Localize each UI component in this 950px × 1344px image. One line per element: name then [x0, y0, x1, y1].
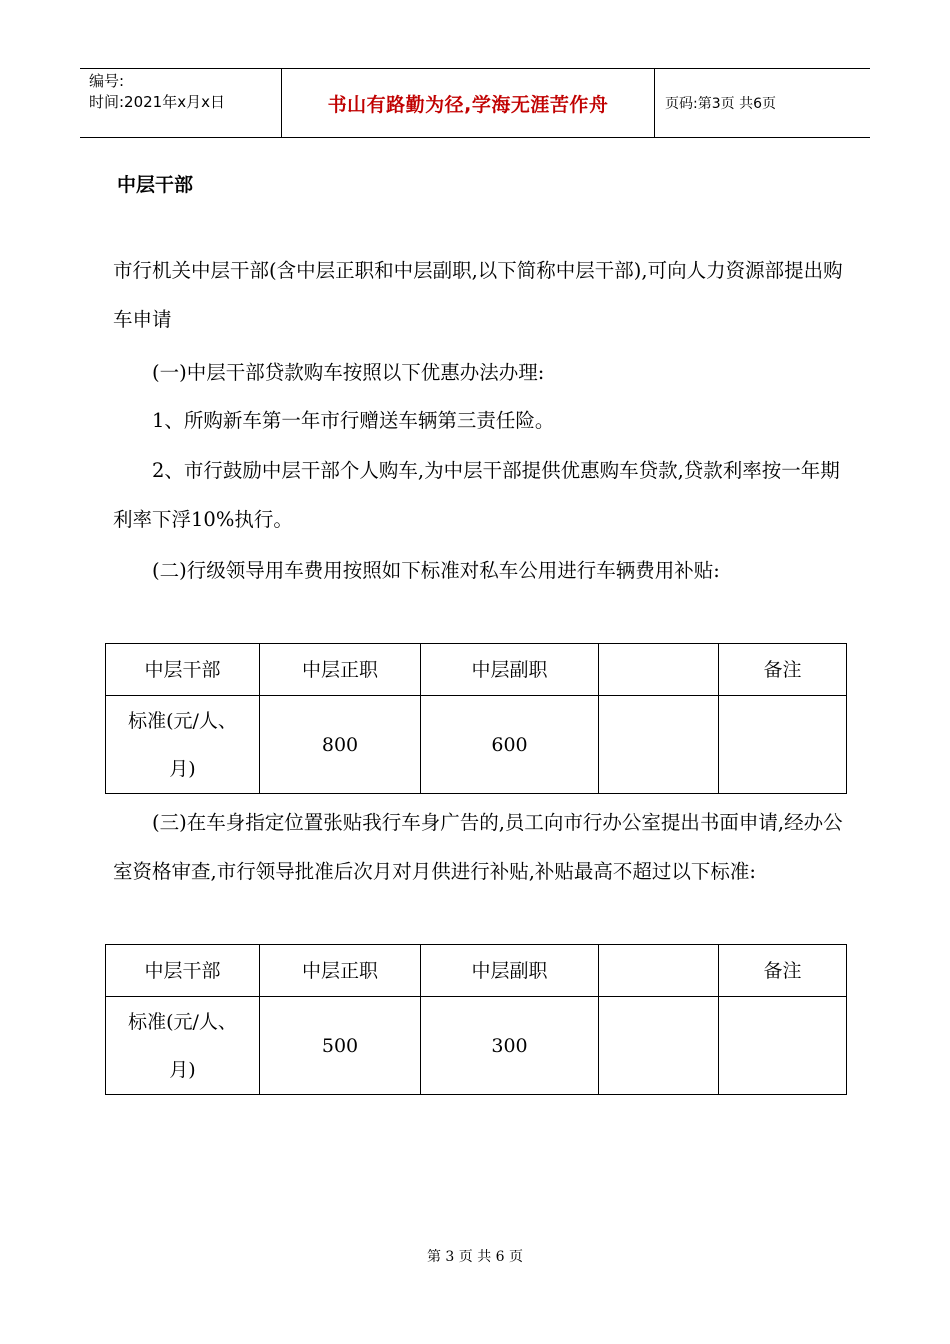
table-row [106, 997, 847, 1095]
table-header-row [106, 945, 847, 997]
table-cell: 600 [421, 696, 599, 794]
table-header-cell: 中层干部 [106, 644, 260, 696]
table-header-cell [599, 945, 719, 997]
paragraph-loan-rate: 2、市行鼓励中层干部个人购车,为中层干部提供优惠购车贷款,贷款利率按一年期利率下浮10%执行。 [113, 459, 840, 531]
table-header-cell: 中层副职 [421, 644, 599, 696]
table-header-cell: 备注 [719, 945, 847, 997]
document-date: 时间:2021年x月x日 [89, 93, 225, 111]
table-header-row [106, 644, 847, 696]
paragraph-intro: 市行机关中层干部(含中层正职和中层副职,以下简称中层干部),可向人力资源部提出购车申请 [113, 259, 843, 331]
paragraph-insurance: 1、所购新车第一年市行赠送车辆第三责任险。 [152, 409, 555, 432]
paragraph-loan-policy: (一)中层干部贷款购车按照以下优惠办法办理: [152, 361, 545, 384]
table-cell [599, 997, 719, 1095]
paragraph-subsidy: (二)行级领导用车费用按照如下标准对私车公用进行车辆费用补贴: [152, 559, 720, 582]
table-cell: 300 [421, 997, 599, 1095]
subsidy-table-1 [105, 643, 847, 794]
subsidy-table-2 [105, 944, 847, 1095]
table-cell [719, 696, 847, 794]
table-cell [599, 696, 719, 794]
page-header [80, 68, 870, 138]
table-header-cell [599, 644, 719, 696]
table-cell-standard-label: 标准(元/人、月) [106, 696, 260, 794]
table-header-cell: 中层正职 [260, 644, 421, 696]
section-title: 中层干部 [117, 174, 194, 196]
document-number-label: 编号: [89, 72, 125, 90]
header-motto: 书山有路勤为径,学海无涯苦作舟 [282, 69, 655, 137]
table-header-cell: 中层副职 [421, 945, 599, 997]
page-footer: 第 3 页 共 6 页 [426, 1249, 524, 1265]
table-row [106, 696, 847, 794]
table-cell: 500 [260, 997, 421, 1095]
table-cell [719, 997, 847, 1095]
table-header-cell: 中层干部 [106, 945, 260, 997]
table-cell: 800 [260, 696, 421, 794]
table-header-cell: 中层正职 [260, 945, 421, 997]
header-page-info: 页码:第3页 共6页 [665, 96, 776, 112]
table-header-cell: 备注 [719, 644, 847, 696]
paragraph-advertising: (三)在车身指定位置张贴我行车身广告的,员工向市行办公室提出书面申请,经办公室资格审查,市行领导批准后次月对月供进行补贴,补贴最高不超过以下标准: [113, 811, 843, 883]
header-meta [80, 69, 282, 137]
table-cell-standard-label: 标准(元/人、月) [106, 997, 260, 1095]
